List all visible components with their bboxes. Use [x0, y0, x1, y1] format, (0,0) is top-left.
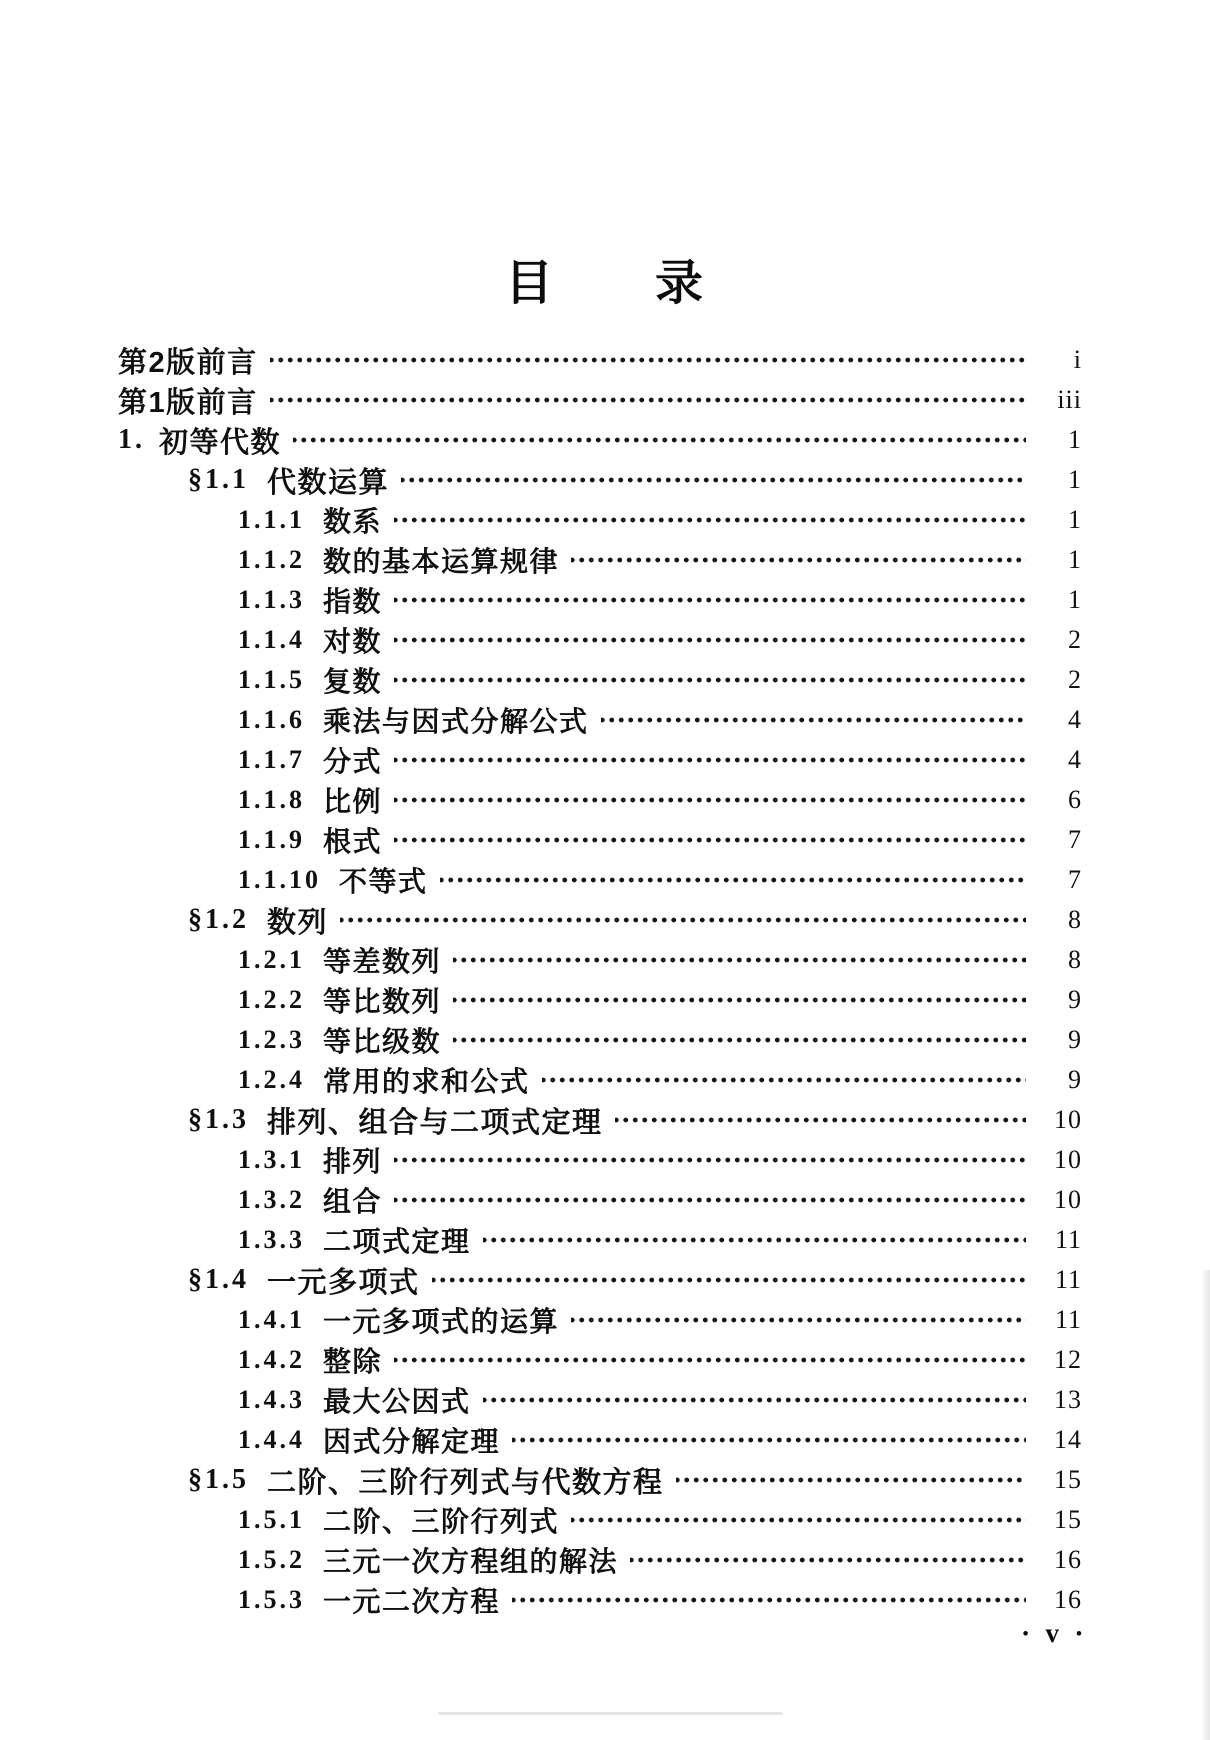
- leader-dots: [394, 1140, 1026, 1180]
- toc-entry-number: 1.1.7: [238, 745, 305, 774]
- toc-entry-title: 排列: [323, 1146, 383, 1177]
- leader-dots: [571, 540, 1026, 580]
- toc-entry-number: 1.3.1: [238, 1145, 305, 1174]
- toc-entry: [118, 1540, 1082, 1580]
- toc-entry: [118, 1460, 1082, 1500]
- toc-entry-title: 不等式: [339, 866, 428, 897]
- toc-entry-number: 1.5.1: [238, 1505, 305, 1534]
- leader-dots: [453, 1020, 1026, 1060]
- leader-dots: [432, 1260, 1026, 1300]
- leader-dots: [440, 860, 1026, 900]
- leader-dots: [676, 1460, 1026, 1500]
- toc-entry-page: 1: [1068, 425, 1082, 454]
- toc-entry-page: 10: [1054, 1145, 1082, 1174]
- leader-dots: [394, 500, 1026, 540]
- toc-entry: [118, 1220, 1082, 1260]
- toc-entry-title: 整除: [323, 1346, 383, 1377]
- leader-dots: [340, 900, 1026, 940]
- toc-entry: [118, 1260, 1082, 1300]
- toc-entry-title: 乘法与因式分解公式: [323, 706, 589, 737]
- toc-entry-page: 2: [1068, 665, 1082, 694]
- toc-entry-number: §1.3: [188, 1104, 249, 1135]
- toc-entry-page: 12: [1054, 1345, 1082, 1374]
- toc-entry-page: 10: [1054, 1185, 1082, 1214]
- toc-entry: [118, 1340, 1082, 1380]
- leader-dots: [394, 820, 1026, 860]
- toc-entry-page: 1: [1068, 585, 1082, 614]
- toc-entry-title: 二项式定理: [323, 1226, 471, 1257]
- leader-dots: [293, 420, 1026, 460]
- toc-entry-page: 7: [1068, 865, 1082, 894]
- toc-entry: [118, 900, 1082, 940]
- toc-entry: [118, 380, 1082, 420]
- leader-dots: [483, 1380, 1026, 1420]
- toc-entry-title: 第1版前言: [118, 386, 258, 419]
- toc-entry-title: 常用的求和公式: [323, 1066, 530, 1097]
- toc-entry-page: 6: [1068, 785, 1082, 814]
- toc-entry-number: 1.4.4: [238, 1425, 305, 1454]
- toc-entry-title: 因式分解定理: [323, 1426, 501, 1457]
- toc-entry-page: 1: [1068, 545, 1082, 574]
- toc-entry-number: 1.1.4: [238, 625, 305, 654]
- toc-entry-number: 1.2.4: [238, 1065, 305, 1094]
- toc-entry-number: 1.1.2: [238, 545, 305, 574]
- toc-entry-number: 1.1.10: [238, 865, 321, 894]
- toc-entry-page: 9: [1068, 1065, 1082, 1094]
- toc-entry-page: 11: [1054, 1305, 1082, 1334]
- toc-entry-page: 9: [1068, 985, 1082, 1014]
- toc-entry-title: 排列、组合与二项式定理: [267, 1106, 603, 1139]
- toc-entry-page: 4: [1068, 745, 1082, 774]
- toc-entry-number: 1.1.8: [238, 785, 305, 814]
- toc-entry: [118, 1180, 1082, 1220]
- toc-entry-number: 1.2.2: [238, 985, 305, 1014]
- toc-entry-page: 16: [1054, 1545, 1082, 1574]
- toc-entry: [118, 1140, 1082, 1180]
- toc-entry: [118, 1100, 1082, 1140]
- toc-entry: [118, 500, 1082, 540]
- toc-entry-title: 一元二次方程: [323, 1586, 501, 1617]
- toc-entry-number: §1.5: [188, 1464, 249, 1495]
- leader-dots: [270, 340, 1026, 380]
- leader-dots: [453, 940, 1026, 980]
- toc-entry: [118, 1020, 1082, 1060]
- toc-entry: [118, 420, 1082, 460]
- toc-entry-title: 第2版前言: [118, 346, 258, 379]
- page-title: 目 录: [504, 257, 705, 310]
- toc-entry: [118, 860, 1082, 900]
- toc-entry-page: 2: [1068, 625, 1082, 654]
- toc-entry-page: 7: [1068, 825, 1082, 854]
- toc-entry-title: 等比级数: [323, 1026, 442, 1057]
- toc-entry: [118, 460, 1082, 500]
- toc-entry: [118, 940, 1082, 980]
- toc-entry: [118, 1580, 1082, 1620]
- toc-entry-page: iii: [1057, 385, 1082, 414]
- toc-entry-title: 数系: [323, 506, 383, 537]
- toc-entry-title: 二阶、三阶行列式: [323, 1506, 560, 1537]
- leader-dots: [394, 1340, 1026, 1380]
- toc-entry: [118, 620, 1082, 660]
- toc-entry-title: 等差数列: [323, 946, 442, 977]
- toc-list: [118, 340, 1082, 1620]
- toc-entry: [118, 580, 1082, 620]
- toc-entry-number: 1.5.2: [238, 1545, 305, 1574]
- toc-entry-page: i: [1073, 345, 1082, 374]
- toc-entry: [118, 700, 1082, 740]
- toc-entry-page: 4: [1068, 705, 1082, 734]
- toc-entry: [118, 1300, 1082, 1340]
- toc-entry-page: 1: [1068, 465, 1082, 494]
- toc-entry-title: 二阶、三阶行列式与代数方程: [267, 1466, 664, 1499]
- leader-dots: [394, 1180, 1026, 1220]
- leader-dots: [615, 1100, 1026, 1140]
- toc-entry-number: 1.3.3: [238, 1225, 305, 1254]
- toc-entry: [118, 1380, 1082, 1420]
- scan-edge-artifact-bottom: [438, 1712, 783, 1715]
- leader-dots: [394, 620, 1026, 660]
- toc-entry: [118, 780, 1082, 820]
- toc-entry-title: 数的基本运算规律: [323, 546, 560, 577]
- leader-dots: [394, 580, 1026, 620]
- toc-entry-page: 15: [1054, 1465, 1082, 1494]
- leader-dots: [401, 460, 1026, 500]
- toc-entry-title: 代数运算: [267, 466, 390, 499]
- toc-entry-page: 1: [1068, 505, 1082, 534]
- toc-entry-number: 1.2.3: [238, 1025, 305, 1054]
- toc-entry-title: 一元多项式的运算: [323, 1306, 560, 1337]
- toc-entry-title: 一元多项式: [267, 1266, 420, 1299]
- scan-edge-artifact-right: [1201, 1270, 1210, 1740]
- toc-entry: [118, 740, 1082, 780]
- toc-entry-number: 1.1.5: [238, 665, 305, 694]
- toc-entry-number: 1.4.1: [238, 1305, 305, 1334]
- leader-dots: [483, 1220, 1026, 1260]
- toc-entry-number: 1.1.6: [238, 705, 305, 734]
- toc-entry-number: §1.1: [188, 464, 249, 495]
- toc-entry-title: 数列: [267, 906, 329, 939]
- toc-entry-page: 10: [1054, 1105, 1082, 1134]
- toc-entry-title: 比例: [323, 786, 383, 817]
- toc-entry-title: 复数: [323, 666, 383, 697]
- toc-entry-page: 15: [1054, 1505, 1082, 1534]
- toc-entry-page: 11: [1054, 1265, 1082, 1294]
- toc-entry: [118, 540, 1082, 580]
- toc-entry: [118, 1500, 1082, 1540]
- leader-dots: [394, 780, 1026, 820]
- toc-entry-title: 三元一次方程组的解法: [323, 1546, 619, 1577]
- toc-entry-title: 组合: [323, 1186, 383, 1217]
- leader-dots: [630, 1540, 1026, 1580]
- toc-entry-page: 11: [1054, 1225, 1082, 1254]
- toc-entry: [118, 1060, 1082, 1100]
- toc-entry-page: 8: [1068, 945, 1082, 974]
- toc-entry: [118, 1420, 1082, 1460]
- folio-right-dot: •: [1076, 1624, 1082, 1643]
- toc-entry-number: 1.1.1: [238, 505, 305, 534]
- toc-entry: [118, 660, 1082, 700]
- toc-entry-title: 等比数列: [323, 986, 442, 1017]
- toc-entry-title: 对数: [323, 626, 383, 657]
- leader-dots: [571, 1300, 1026, 1340]
- leader-dots: [542, 1060, 1026, 1100]
- toc-entry-page: 13: [1054, 1385, 1082, 1414]
- toc-entry-title: 最大公因式: [323, 1386, 471, 1417]
- toc-entry-number: 1.: [118, 424, 145, 455]
- leader-dots: [512, 1580, 1026, 1620]
- toc-entry-title: 分式: [323, 746, 383, 777]
- leader-dots: [571, 1500, 1026, 1540]
- toc-entry-number: §1.4: [188, 1264, 249, 1295]
- leader-dots: [601, 700, 1026, 740]
- toc-entry-number: 1.1.3: [238, 585, 305, 614]
- toc-entry-number: 1.3.2: [238, 1185, 305, 1214]
- folio-left-dot: •: [1022, 1624, 1029, 1643]
- toc-entry-title: 指数: [323, 586, 383, 617]
- toc-entry-title: 初等代数: [159, 426, 282, 459]
- toc-entry-page: 9: [1068, 1025, 1082, 1054]
- leader-dots: [394, 660, 1026, 700]
- toc-entry-number: 1.1.9: [238, 825, 305, 854]
- toc-entry: [118, 340, 1082, 380]
- toc-entry-page: 8: [1068, 905, 1082, 934]
- toc-entry-number: §1.2: [188, 904, 249, 935]
- page-folio: [1023, 1618, 1082, 1649]
- toc-entry-page: 14: [1054, 1425, 1082, 1454]
- toc-entry-title: 根式: [323, 826, 383, 857]
- toc-entry: [118, 980, 1082, 1020]
- leader-dots: [270, 380, 1026, 420]
- toc-entry-page: 16: [1054, 1585, 1082, 1614]
- leader-dots: [394, 740, 1026, 780]
- toc-entry-number: 1.5.3: [238, 1585, 305, 1614]
- toc-entry-number: 1.4.2: [238, 1345, 305, 1374]
- leader-dots: [453, 980, 1026, 1020]
- leader-dots: [512, 1420, 1026, 1460]
- toc-entry-number: 1.4.3: [238, 1385, 305, 1414]
- toc-entry-number: 1.2.1: [238, 945, 305, 974]
- toc-entry: [118, 820, 1082, 860]
- folio-page-number: v: [1045, 1618, 1060, 1648]
